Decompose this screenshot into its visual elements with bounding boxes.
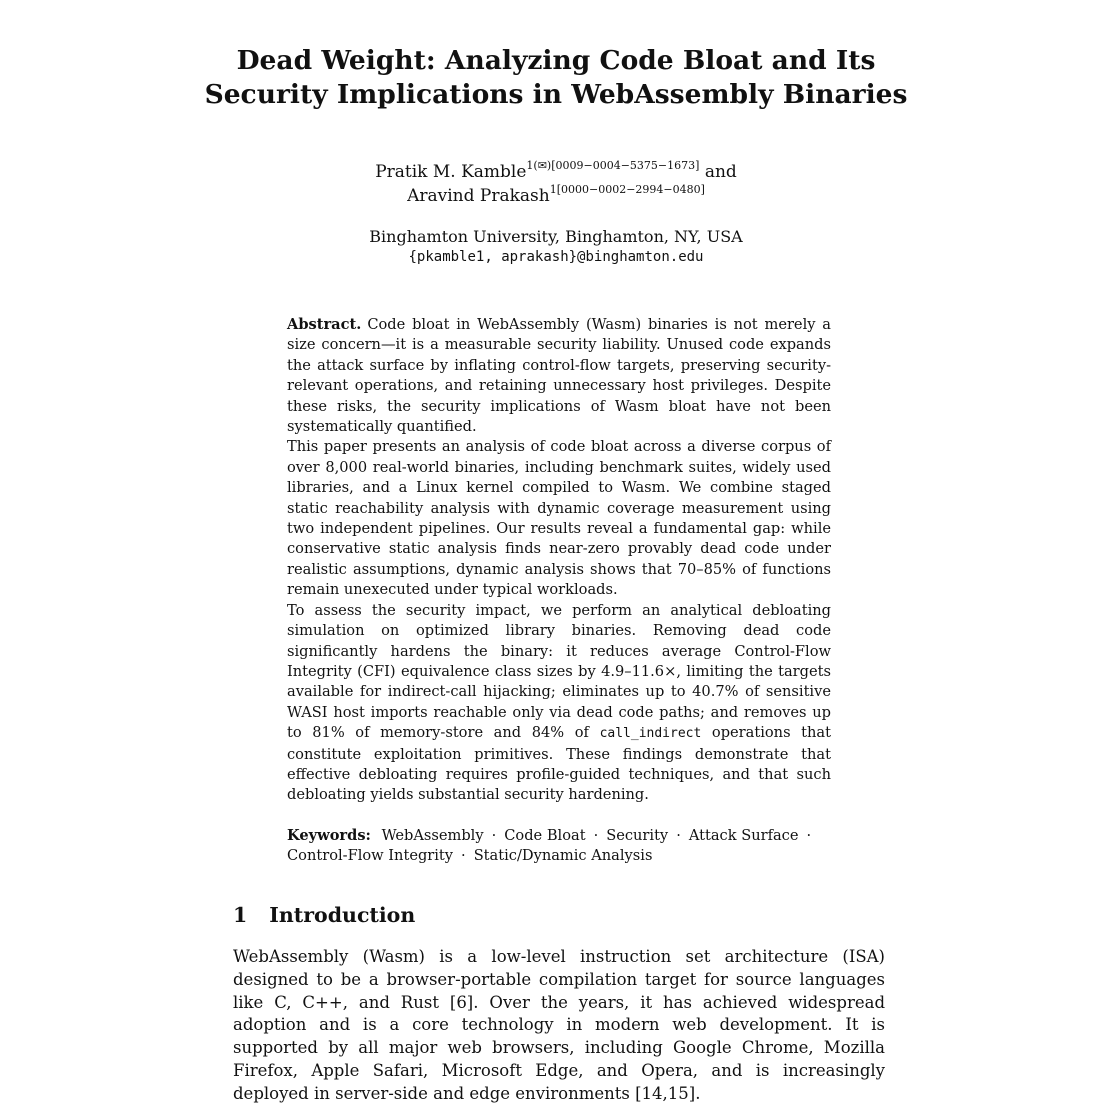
author-list [200,160,912,208]
abstract-text-3a: To assess the security impact, we perform an analytical debloating simulation on optimized library binaries. Removing dead code significantly hardens the binary: it reduces average Control-Flow Integrity (CFI) equivalence class sizes by 4.9–11.6×, limiting the targets available for indirect-call hijacking; eliminates up to 40.7% of sensitive WASI host imports reachable only via dead code paths; and removes up to 81% of memory-store and 84% of [287,601,831,742]
abstract-text-1: Code bloat in WebAssembly (Wasm) binaries is not merely a size concern—it is a measurable security liability. Unused code expands the attack surface by inflating control-flow targets, preserving security-relevant operations, and retaining unnecessary host privileges. Despite these risks, the security implications of Wasm bloat have not been systematically quantified. [287,316,831,436]
keyword-separator: · [593,827,599,844]
keyword: Code Bloat [504,827,586,844]
abstract-label: Abstract. [287,316,362,333]
keyword: WebAssembly [381,827,484,844]
inline-code: call_indirect [599,726,702,742]
introduction-paragraph: WebAssembly (Wasm) is a low-level instruction set architecture (ISA) designed to be a browser-portable compilation target for source languages like C, C++, and Rust [6]. Over the years, it has achieved widespread adoption and is a core technology in modern web development. It is supported by all major web browsers, including Google Chrome, Mozilla Firefox, Apple Safari, Microsoft Edge, and Opera, and is increasingly deployed in server-side and edge environments [14,15]. [233,947,885,1103]
title-line-2: Security Implications in WebAssembly Binaries [204,79,908,110]
author-email: {pkamble1, aprakash}@binghamton.edu [408,249,704,265]
author-line-1 [200,160,912,184]
keyword: Control-Flow Integrity [287,847,454,865]
section-title: Introduction [269,903,416,927]
keyword: Static/Dynamic Analysis [473,847,653,865]
keywords [287,826,847,867]
abstract-paragraph-3 [287,601,831,806]
keyword: Attack Surface [688,827,799,844]
keyword: Security [606,827,669,844]
keyword-separator: · [806,827,812,844]
affiliation: Binghamton University, Binghamton, NY, USA [369,227,743,246]
abstract [287,315,831,806]
paper-title [150,44,962,112]
title-line-1: Dead Weight: Analyzing Code Bloat and Its [236,45,876,76]
author-name: Pratik M. Kamble [375,162,527,182]
abstract-paragraph-2: This paper presents an analysis of code bloat across a diverse corpus of over 8,000 real-world binaries, including benchmark suites, widely used libraries, and a Linux kernel compiled to Wasm. We combine staged static reachability analysis with dynamic coverage measurement using two independent pipelines. Our results reveal a fundamental gap: while conservative static analysis finds near-zero provably dead code under realistic assumptions, dynamic analysis shows that 70–85% of functions remain unexecuted under typical workloads. [287,438,831,599]
author-line-2 [200,184,912,208]
author-orcid: 1[0000−0002−2994−0480] [549,183,705,196]
section-heading [233,901,415,929]
author-name: Aravind Prakash [407,186,550,206]
keyword-separator: · [461,847,466,865]
keyword-separator: · [676,827,681,844]
keyword-separator: · [491,827,497,844]
section-number: 1 [233,903,248,927]
keywords-label: Keywords: [287,827,371,844]
author-conjunction: and [699,162,737,182]
abstract-paragraph-1 [287,315,831,437]
affiliation-block [200,226,912,268]
author-orcid: 1(✉)[0009−0004−5375−1673] [526,159,700,172]
abstract-text-3b: operations that constitute exploitation primitives. These findings demonstrate that effective debloating requires profile-guided techniques, and that such debloating yields substantial security hardening. [287,724,831,804]
